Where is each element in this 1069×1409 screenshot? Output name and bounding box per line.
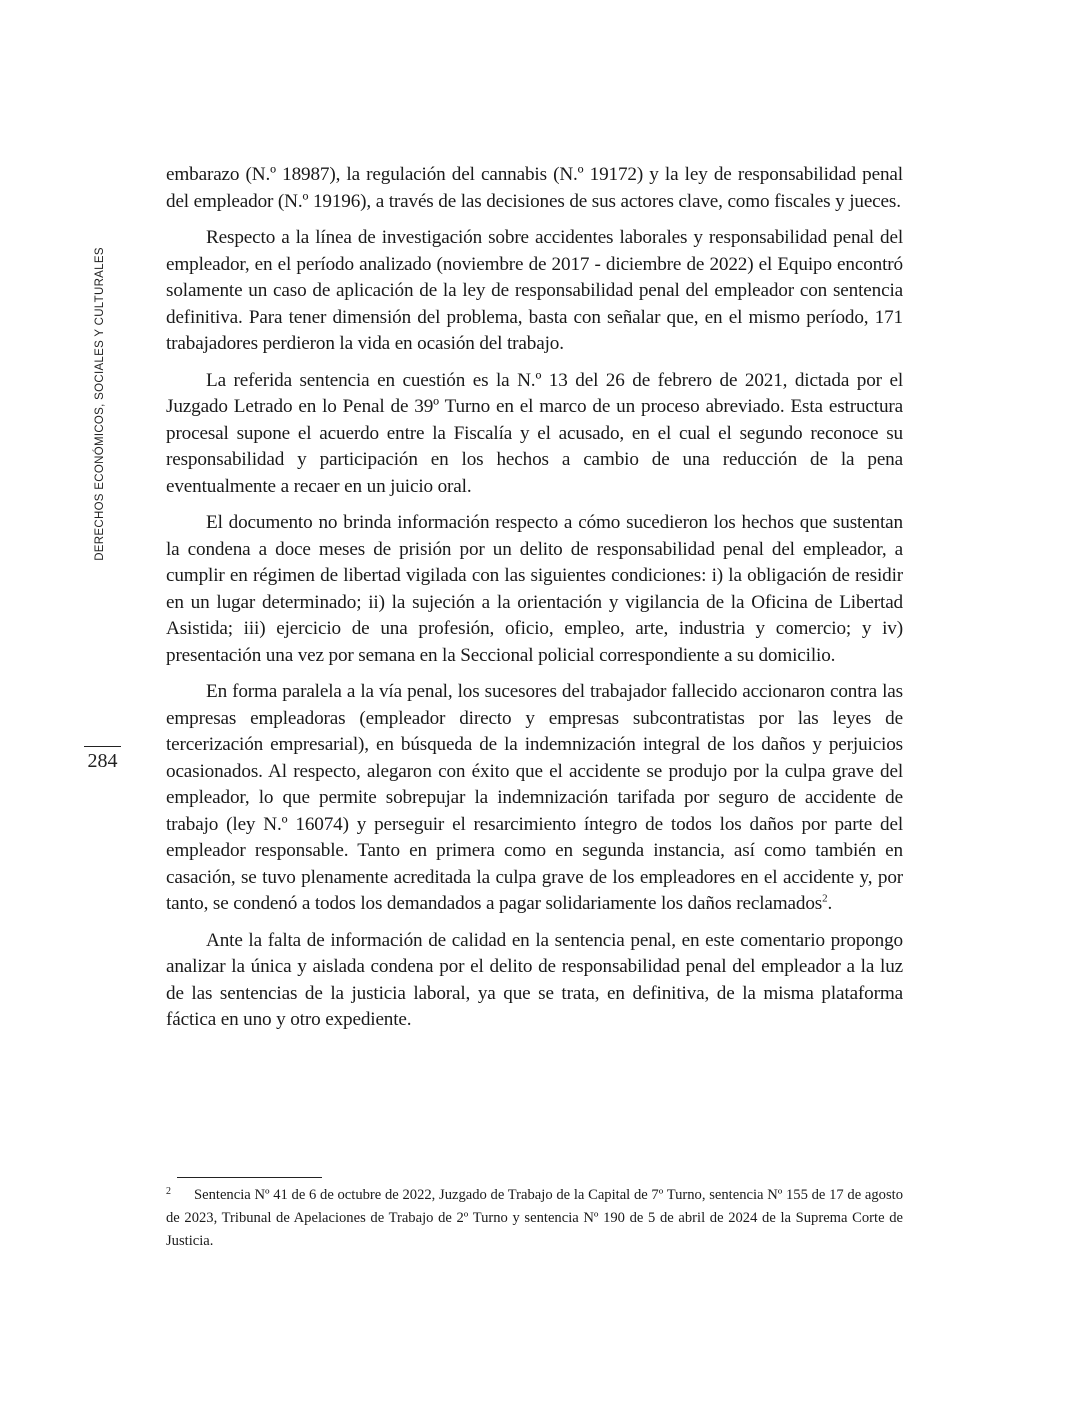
paragraph-6: Ante la falta de información de calidad en la sentencia penal, en este comentario propongo analizar la única y aislada condena por el delito de responsabilidad penal del empleador a la luz de las sentencias de la justicia laboral, ya que se trata, en definitiva, de la misma plataforma fáctica en uno y otro expediente. <box>166 929 903 1030</box>
footnote-2 <box>166 1184 903 1253</box>
page-number-rule <box>84 746 121 747</box>
footnote-separator <box>177 1177 322 1178</box>
paragraph-5-end: . <box>827 893 833 914</box>
footnotes <box>166 1184 903 1253</box>
page-number: 284 <box>87 750 118 772</box>
paragraph-5 <box>166 679 903 918</box>
footnote-reference[interactable]: 2 <box>822 892 828 905</box>
running-head-vertical: DERECHOS ECONÓMICOS, SOCIALES Y CULTURALES <box>94 247 106 561</box>
paragraph-2: Respecto a la línea de investigación sobre accidentes laborales y responsabilidad penal del empleador, en el período analizado (noviembre de 2017 - diciembre de 2022) el Equipo encontró solamente un caso de aplicación de la ley de responsabilidad penal del empleador con sentencia definitiva. Para tener dimensión del problema, basta con señalar que, en el mismo período, 171 trabajadores perdieron la vida en ocasión del trabajo. <box>166 227 903 354</box>
body-text <box>166 162 903 1044</box>
footnote-text: Sentencia Nº 41 de 6 de octubre de 2022, Juzgado de Trabajo de la Capital de 7º Turno, sentencia Nº 155 de 17 de agosto de 2023, Tribunal de Apelaciones de Trabajo de 2º Turno y sentencia Nº 190 de 5 de abril de 2024 de la Suprema Corte de Justicia. <box>166 1187 903 1249</box>
paragraph-3: La referida sentencia en cuestión es la N.º 13 del 26 de febrero de 2021, dictada por el Juzgado Letrado en lo Penal de 39º Turno en el marco de un proceso abreviado. Esta estructura procesal supone el acuerdo entre la Fiscalía y el acusado, en el cual el segundo reconoce su responsabilidad y participación en los hechos a cambio de una reducción de la pena eventualmente a recaer en un juicio oral. <box>166 369 903 497</box>
paragraph-1: embarazo (N.º 18987), la regulación del cannabis (N.º 19172) y la ley de responsabilidad penal del empleador (N.º 19196), a través de las decisiones de sus actores clave, como fiscales y jueces. <box>166 164 903 212</box>
footnote-mark: 2 <box>166 1186 171 1197</box>
paragraph-4: El documento no brinda información respecto a cómo sucedieron los hechos que sustentan la condena a doce meses de prisión por un delito de responsabilidad penal del empleador, a cumplir en régimen de libertad vigilada con las siguientes condiciones: i) la obligación de residir en un lugar determinado; ii) la sujeción a la orientación y vigilancia de la Oficina de Libertad Asistida; iii) ejercicio de una profesión, oficio, empleo, arte, industria y comercio; y iv) presentación una vez por semana en la Seccional policial correspondiente a su domicilio. <box>166 512 903 666</box>
paragraph-5-text: En forma paralela a la vía penal, los sucesores del trabajador fallecido accionaron contra las empresas empleadoras (empleador directo y empresas subcontratistas por las leyes de tercerización empresarial), en búsqueda de la indemnización integral de los daños y perjuicios ocasionados. Al respecto, alegaron con éxito que el accidente se produjo por la culpa grave del empleador, lo que permite sobrepujar la indemnización tarifada por seguro de accidente de trabajo (ley N.º 16074) y perseguir el resarcimiento íntegro de todos los daños por parte del empleador responsable. Tanto en primera como en segunda instancia, así como también en casación, se tuvo plenamente acreditada la culpa grave de los empleadores en el accidente y, por tanto, se condenó a todos los demandados a pagar solidariamente los daños reclamados <box>166 681 903 914</box>
